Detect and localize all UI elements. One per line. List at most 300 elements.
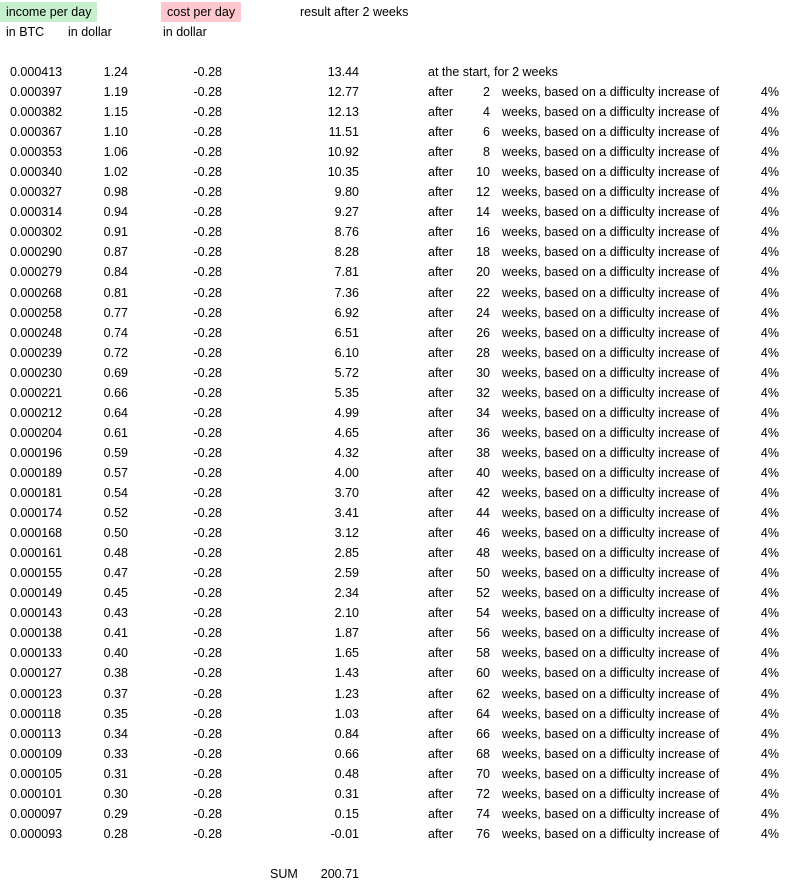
- percent-cell: 4%: [760, 426, 779, 440]
- table-row: [0, 202, 788, 222]
- weeks-cell: 52: [476, 586, 490, 600]
- table-row: [0, 503, 788, 523]
- after-cell: after: [428, 265, 454, 279]
- usd-cell: 0.54: [103, 486, 128, 500]
- cost-cell: -0.28: [193, 326, 222, 340]
- table-row: [0, 82, 788, 102]
- usd-cell: 0.29: [103, 807, 128, 821]
- usd-cell: 0.66: [103, 386, 128, 400]
- cost-cell: -0.28: [193, 707, 222, 721]
- percent-cell: 4%: [760, 827, 779, 841]
- btc-cell: 0.000127: [10, 666, 63, 680]
- result-cell: 4.32: [334, 446, 359, 460]
- after-cell: after: [428, 727, 454, 741]
- table-row: [0, 162, 788, 182]
- weeks-cell: 44: [476, 506, 490, 520]
- weeks-cell: 26: [476, 326, 490, 340]
- btc-cell: 0.000382: [10, 105, 63, 119]
- percent-cell: 4%: [760, 566, 779, 580]
- description-cell: weeks, based on a difficulty increase of: [502, 546, 720, 560]
- weeks-cell: 74: [476, 807, 490, 821]
- cost-cell: -0.28: [193, 185, 222, 199]
- after-cell: after: [428, 606, 454, 620]
- description-cell: weeks, based on a difficulty increase of: [502, 145, 720, 159]
- after-cell: after: [428, 626, 454, 640]
- weeks-cell: 18: [476, 245, 490, 259]
- result-cell: 7.36: [334, 286, 359, 300]
- btc-cell: 0.000181: [10, 486, 63, 500]
- table-row: [0, 262, 788, 282]
- after-cell: after: [428, 666, 454, 680]
- usd-cell: 0.52: [103, 506, 128, 520]
- btc-cell: 0.000221: [10, 386, 63, 400]
- weeks-cell: 24: [476, 306, 490, 320]
- weeks-cell: 8: [483, 145, 490, 159]
- weeks-cell: 12: [476, 185, 490, 199]
- percent-cell: 4%: [760, 687, 779, 701]
- btc-cell: 0.000230: [10, 366, 63, 380]
- btc-cell: 0.000340: [10, 165, 63, 179]
- usd-cell: 0.94: [103, 205, 128, 219]
- result-cell: 6.10: [334, 346, 359, 360]
- result-cell: 1.87: [334, 626, 359, 640]
- table-row: [0, 443, 788, 463]
- btc-cell: 0.000204: [10, 426, 63, 440]
- cost-cell: -0.28: [193, 807, 222, 821]
- description-cell: weeks, based on a difficulty increase of: [502, 486, 720, 500]
- table-row: [0, 242, 788, 262]
- percent-cell: 4%: [760, 165, 779, 179]
- weeks-cell: 2: [483, 85, 490, 99]
- result-cell: 2.59: [334, 566, 359, 580]
- usd-cell: 0.50: [103, 526, 128, 540]
- result-cell: 1.23: [334, 687, 359, 701]
- table-row: [0, 222, 788, 242]
- percent-cell: 4%: [760, 626, 779, 640]
- weeks-cell: 40: [476, 466, 490, 480]
- cost-per-day-header: cost per day: [161, 2, 241, 22]
- cost-cell: -0.28: [193, 606, 222, 620]
- table-row: [0, 303, 788, 323]
- cost-cell: -0.28: [193, 586, 222, 600]
- usd-cell: 0.47: [103, 566, 128, 580]
- percent-cell: 4%: [760, 286, 779, 300]
- weeks-cell: 48: [476, 546, 490, 560]
- table-row: [0, 824, 788, 844]
- description-cell: weeks, based on a difficulty increase of: [502, 386, 720, 400]
- sum-label: SUM: [270, 867, 298, 881]
- after-cell: after: [428, 225, 454, 239]
- usd-cell: 0.74: [103, 326, 128, 340]
- after-cell: after: [428, 586, 454, 600]
- table-row: [0, 523, 788, 543]
- btc-cell: 0.000097: [10, 807, 63, 821]
- btc-cell: 0.000161: [10, 546, 63, 560]
- table-row: [0, 122, 788, 142]
- after-cell: after: [428, 366, 454, 380]
- table-row: [0, 343, 788, 363]
- percent-cell: 4%: [760, 466, 779, 480]
- cost-cell: -0.28: [193, 546, 222, 560]
- percent-cell: 4%: [760, 125, 779, 139]
- weeks-cell: 68: [476, 747, 490, 761]
- description-cell: weeks, based on a difficulty increase of: [502, 326, 720, 340]
- btc-cell: 0.000123: [10, 687, 63, 701]
- after-cell: after: [428, 426, 454, 440]
- percent-cell: 4%: [760, 105, 779, 119]
- description-cell: weeks, based on a difficulty increase of: [502, 666, 720, 680]
- weeks-cell: 28: [476, 346, 490, 360]
- note-cell: at the start, for 2 weeks: [428, 65, 558, 79]
- description-cell: weeks, based on a difficulty increase of: [502, 827, 720, 841]
- btc-cell: 0.000248: [10, 326, 63, 340]
- btc-cell: 0.000105: [10, 767, 63, 781]
- description-cell: weeks, based on a difficulty increase of: [502, 446, 720, 460]
- percent-cell: 4%: [760, 85, 779, 99]
- after-cell: after: [428, 827, 454, 841]
- after-cell: after: [428, 165, 454, 179]
- percent-cell: 4%: [760, 346, 779, 360]
- result-cell: -0.01: [330, 827, 359, 841]
- btc-cell: 0.000174: [10, 506, 63, 520]
- table-row: [0, 623, 788, 643]
- percent-cell: 4%: [760, 185, 779, 199]
- percent-cell: 4%: [760, 807, 779, 821]
- after-cell: after: [428, 807, 454, 821]
- result-cell: 13.44: [327, 65, 359, 79]
- percent-cell: 4%: [760, 245, 779, 259]
- after-cell: after: [428, 306, 454, 320]
- cost-cell: -0.28: [193, 666, 222, 680]
- usd-cell: 0.35: [103, 707, 128, 721]
- weeks-cell: 62: [476, 687, 490, 701]
- usd-cell: 1.24: [103, 65, 128, 79]
- btc-cell: 0.000149: [10, 586, 63, 600]
- btc-cell: 0.000101: [10, 787, 63, 801]
- percent-cell: 4%: [760, 145, 779, 159]
- result-cell: 12.77: [327, 85, 359, 99]
- after-cell: after: [428, 85, 454, 99]
- table-row: [0, 704, 788, 724]
- table-row: [0, 363, 788, 383]
- table-row: [0, 483, 788, 503]
- result-cell: 2.34: [334, 586, 359, 600]
- percent-cell: 4%: [760, 306, 779, 320]
- weeks-cell: 58: [476, 646, 490, 660]
- after-cell: after: [428, 406, 454, 420]
- weeks-cell: 16: [476, 225, 490, 239]
- cost-cell: -0.28: [193, 165, 222, 179]
- table-row: [0, 283, 788, 303]
- cost-cell: -0.28: [193, 727, 222, 741]
- description-cell: weeks, based on a difficulty increase of: [502, 366, 720, 380]
- table-row: [0, 684, 788, 704]
- cost-cell: -0.28: [193, 626, 222, 640]
- btc-cell: 0.000138: [10, 626, 63, 640]
- result-cell: 3.41: [334, 506, 359, 520]
- cost-cell: -0.28: [193, 225, 222, 239]
- after-cell: after: [428, 205, 454, 219]
- after-cell: after: [428, 646, 454, 660]
- result-cell: 4.65: [334, 426, 359, 440]
- result-cell: 2.10: [334, 606, 359, 620]
- after-cell: after: [428, 125, 454, 139]
- after-cell: after: [428, 707, 454, 721]
- usd-cell: 0.30: [103, 787, 128, 801]
- cost-cell: -0.28: [193, 506, 222, 520]
- percent-cell: 4%: [760, 446, 779, 460]
- table-row: [0, 603, 788, 623]
- weeks-cell: 36: [476, 426, 490, 440]
- after-cell: after: [428, 506, 454, 520]
- description-cell: weeks, based on a difficulty increase of: [502, 727, 720, 741]
- unit-btc-label: in BTC: [6, 25, 45, 39]
- weeks-cell: 42: [476, 486, 490, 500]
- after-cell: after: [428, 466, 454, 480]
- after-cell: after: [428, 185, 454, 199]
- btc-cell: 0.000168: [10, 526, 63, 540]
- description-cell: weeks, based on a difficulty increase of: [502, 747, 720, 761]
- cost-cell: -0.28: [193, 827, 222, 841]
- weeks-cell: 46: [476, 526, 490, 540]
- description-cell: weeks, based on a difficulty increase of: [502, 506, 720, 520]
- percent-cell: 4%: [760, 406, 779, 420]
- after-cell: after: [428, 105, 454, 119]
- usd-cell: 0.87: [103, 245, 128, 259]
- percent-cell: 4%: [760, 586, 779, 600]
- btc-cell: 0.000212: [10, 406, 63, 420]
- usd-cell: 0.81: [103, 286, 128, 300]
- percent-cell: 4%: [760, 506, 779, 520]
- usd-cell: 0.98: [103, 185, 128, 199]
- percent-cell: 4%: [760, 366, 779, 380]
- btc-cell: 0.000290: [10, 245, 63, 259]
- result-cell: 9.80: [334, 185, 359, 199]
- weeks-cell: 72: [476, 787, 490, 801]
- percent-cell: 4%: [760, 787, 779, 801]
- cost-cell: -0.28: [193, 205, 222, 219]
- after-cell: after: [428, 687, 454, 701]
- table-row: [0, 724, 788, 744]
- percent-cell: 4%: [760, 747, 779, 761]
- percent-cell: 4%: [760, 606, 779, 620]
- weeks-cell: 34: [476, 406, 490, 420]
- usd-cell: 0.91: [103, 225, 128, 239]
- description-cell: weeks, based on a difficulty increase of: [502, 265, 720, 279]
- result-cell: 7.81: [334, 265, 359, 279]
- btc-cell: 0.000093: [10, 827, 63, 841]
- cost-cell: -0.28: [193, 526, 222, 540]
- table-row: [0, 804, 788, 824]
- usd-cell: 0.33: [103, 747, 128, 761]
- table-row: [0, 543, 788, 563]
- description-cell: weeks, based on a difficulty increase of: [502, 646, 720, 660]
- cost-cell: -0.28: [193, 286, 222, 300]
- cost-cell: -0.28: [193, 466, 222, 480]
- after-cell: after: [428, 286, 454, 300]
- percent-cell: 4%: [760, 646, 779, 660]
- after-cell: after: [428, 245, 454, 259]
- result-cell: 0.66: [334, 747, 359, 761]
- percent-cell: 4%: [760, 326, 779, 340]
- description-cell: weeks, based on a difficulty increase of: [502, 185, 720, 199]
- weeks-cell: 6: [483, 125, 490, 139]
- cost-cell: -0.28: [193, 446, 222, 460]
- result-cell: 5.72: [334, 366, 359, 380]
- description-cell: weeks, based on a difficulty increase of: [502, 687, 720, 701]
- cost-cell: -0.28: [193, 747, 222, 761]
- cost-cell: -0.28: [193, 265, 222, 279]
- usd-cell: 0.72: [103, 346, 128, 360]
- btc-cell: 0.000353: [10, 145, 63, 159]
- usd-cell: 0.37: [103, 687, 128, 701]
- description-cell: weeks, based on a difficulty increase of: [502, 566, 720, 580]
- cost-cell: -0.28: [193, 65, 222, 79]
- btc-cell: 0.000155: [10, 566, 63, 580]
- after-cell: after: [428, 446, 454, 460]
- weeks-cell: 64: [476, 707, 490, 721]
- btc-cell: 0.000143: [10, 606, 63, 620]
- weeks-cell: 10: [476, 165, 490, 179]
- usd-cell: 0.43: [103, 606, 128, 620]
- percent-cell: 4%: [760, 727, 779, 741]
- unit-dollar-label-cost: in dollar: [163, 25, 207, 39]
- income-per-day-header: income per day: [0, 2, 97, 22]
- description-cell: weeks, based on a difficulty increase of: [502, 606, 720, 620]
- result-cell: 1.03: [334, 707, 359, 721]
- result-cell: 1.43: [334, 666, 359, 680]
- cost-cell: -0.28: [193, 426, 222, 440]
- percent-cell: 4%: [760, 666, 779, 680]
- result-cell: 10.92: [327, 145, 359, 159]
- description-cell: weeks, based on a difficulty increase of: [502, 426, 720, 440]
- after-cell: after: [428, 145, 454, 159]
- btc-cell: 0.000327: [10, 185, 63, 199]
- result-cell: 1.65: [334, 646, 359, 660]
- btc-cell: 0.000133: [10, 646, 63, 660]
- result-cell: 4.99: [334, 406, 359, 420]
- description-cell: weeks, based on a difficulty increase of: [502, 767, 720, 781]
- weeks-cell: 60: [476, 666, 490, 680]
- percent-cell: 4%: [760, 386, 779, 400]
- usd-cell: 0.45: [103, 586, 128, 600]
- btc-cell: 0.000397: [10, 85, 63, 99]
- description-cell: weeks, based on a difficulty increase of: [502, 286, 720, 300]
- percent-cell: 4%: [760, 265, 779, 279]
- after-cell: after: [428, 386, 454, 400]
- description-cell: weeks, based on a difficulty increase of: [502, 526, 720, 540]
- description-cell: weeks, based on a difficulty increase of: [502, 165, 720, 179]
- usd-cell: 0.48: [103, 546, 128, 560]
- usd-cell: 0.77: [103, 306, 128, 320]
- result-cell: 0.15: [334, 807, 359, 821]
- table-row: [0, 663, 788, 683]
- btc-cell: 0.000302: [10, 225, 63, 239]
- cost-cell: -0.28: [193, 346, 222, 360]
- weeks-cell: 22: [476, 286, 490, 300]
- weeks-cell: 76: [476, 827, 490, 841]
- cost-cell: -0.28: [193, 105, 222, 119]
- usd-cell: 1.06: [103, 145, 128, 159]
- table-row: [0, 563, 788, 583]
- after-cell: after: [428, 486, 454, 500]
- usd-cell: 0.34: [103, 727, 128, 741]
- after-cell: after: [428, 787, 454, 801]
- percent-cell: 4%: [760, 767, 779, 781]
- after-cell: after: [428, 566, 454, 580]
- description-cell: weeks, based on a difficulty increase of: [502, 346, 720, 360]
- percent-cell: 4%: [760, 546, 779, 560]
- result-cell: 2.85: [334, 546, 359, 560]
- cost-cell: -0.28: [193, 306, 222, 320]
- usd-cell: 0.40: [103, 646, 128, 660]
- result-cell: 3.70: [334, 486, 359, 500]
- usd-cell: 1.15: [103, 105, 128, 119]
- weeks-cell: 20: [476, 265, 490, 279]
- table-row: [0, 182, 788, 202]
- after-cell: after: [428, 326, 454, 340]
- table-row: [0, 323, 788, 343]
- table-row: [0, 403, 788, 423]
- cost-cell: -0.28: [193, 125, 222, 139]
- percent-cell: 4%: [760, 486, 779, 500]
- cost-cell: -0.28: [193, 486, 222, 500]
- weeks-cell: 70: [476, 767, 490, 781]
- cost-cell: -0.28: [193, 787, 222, 801]
- usd-cell: 0.31: [103, 767, 128, 781]
- result-cell: 8.76: [334, 225, 359, 239]
- percent-cell: 4%: [760, 707, 779, 721]
- description-cell: weeks, based on a difficulty increase of: [502, 306, 720, 320]
- description-cell: weeks, based on a difficulty increase of: [502, 105, 720, 119]
- btc-cell: 0.000109: [10, 747, 63, 761]
- cost-cell: -0.28: [193, 767, 222, 781]
- btc-cell: 0.000367: [10, 125, 63, 139]
- btc-cell: 0.000268: [10, 286, 63, 300]
- btc-cell: 0.000196: [10, 446, 63, 460]
- result-cell: 8.28: [334, 245, 359, 259]
- result-cell: 6.92: [334, 306, 359, 320]
- btc-cell: 0.000118: [10, 707, 62, 721]
- cost-cell: -0.28: [193, 406, 222, 420]
- sum-value: 200.71: [320, 867, 359, 881]
- percent-cell: 4%: [760, 205, 779, 219]
- table-row: [0, 463, 788, 483]
- description-cell: weeks, based on a difficulty increase of: [502, 707, 720, 721]
- table-row: [0, 784, 788, 804]
- usd-cell: 0.59: [103, 446, 128, 460]
- cost-cell: -0.28: [193, 386, 222, 400]
- cost-cell: -0.28: [193, 566, 222, 580]
- result-cell: 5.35: [334, 386, 359, 400]
- description-cell: weeks, based on a difficulty increase of: [502, 466, 720, 480]
- usd-cell: 0.69: [103, 366, 128, 380]
- weeks-cell: 54: [476, 606, 490, 620]
- after-cell: after: [428, 526, 454, 540]
- description-cell: weeks, based on a difficulty increase of: [502, 245, 720, 259]
- description-cell: weeks, based on a difficulty increase of: [502, 626, 720, 640]
- btc-cell: 0.000113: [10, 727, 62, 741]
- unit-dollar-label-income: in dollar: [68, 25, 112, 39]
- result-cell: 4.00: [334, 466, 359, 480]
- result-cell: 9.27: [334, 205, 359, 219]
- weeks-cell: 38: [476, 446, 490, 460]
- table-row: [0, 142, 788, 162]
- usd-cell: 0.84: [103, 265, 128, 279]
- after-cell: after: [428, 767, 454, 781]
- description-cell: weeks, based on a difficulty increase of: [502, 807, 720, 821]
- btc-cell: 0.000413: [10, 65, 63, 79]
